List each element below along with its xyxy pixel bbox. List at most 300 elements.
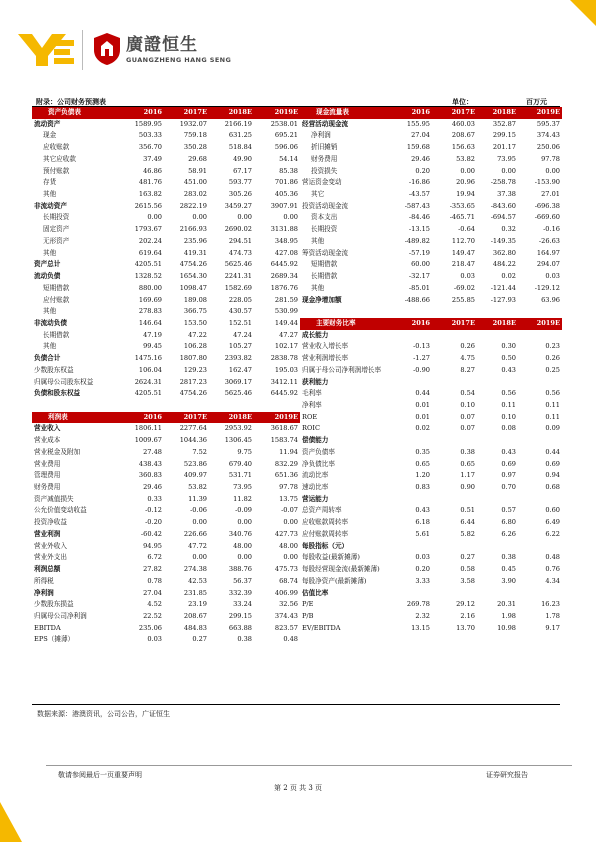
table-row [32, 353, 560, 365]
value-cell: 5625.46 [224, 389, 252, 398]
table-row [32, 564, 560, 576]
value-cell: 0.26 [545, 354, 560, 363]
value-cell: 149.47 [451, 248, 475, 257]
value-cell: 195.03 [274, 365, 298, 374]
table-row [32, 470, 560, 482]
corner-decoration [570, 0, 596, 26]
row-label: 净利率 [302, 401, 322, 409]
row-label: 总资产周转率 [302, 506, 342, 515]
value-cell: 2277.64 [179, 424, 207, 433]
value-cell: 430.57 [228, 307, 252, 316]
value-cell: 255.85 [451, 295, 475, 304]
row-label: 其他 [43, 190, 57, 199]
value-cell: 56.37 [233, 576, 252, 585]
table-row [32, 482, 560, 494]
value-cell: 149.44 [274, 318, 298, 327]
value-cell: 29.12 [456, 600, 475, 609]
value-cell: 0.02 [501, 272, 516, 281]
value-cell: 27.04 [411, 131, 430, 140]
value-cell: 156.63 [451, 143, 475, 152]
table-row [32, 541, 560, 553]
value-cell: 5625.46 [224, 260, 252, 269]
value-cell: 3459.27 [224, 201, 252, 210]
value-cell: -60.42 [140, 529, 162, 538]
value-cell: 102.17 [274, 342, 298, 351]
brand-logo [18, 26, 278, 74]
row-label: 归属于母公司净利润增长率 [302, 365, 382, 374]
value-cell: 0.43 [501, 447, 516, 456]
table-row [32, 552, 560, 564]
value-cell: 6.44 [460, 518, 475, 527]
table-row [32, 318, 560, 330]
value-cell: 0.56 [545, 389, 560, 398]
value-cell: 595.37 [536, 119, 560, 128]
table-row [32, 130, 560, 142]
value-cell: 0.01 [415, 401, 430, 409]
value-cell: 3412.11 [270, 377, 298, 386]
value-cell: 360.83 [138, 471, 162, 480]
row-label: 其他 [43, 342, 57, 351]
appendix-title: 附录：公司财务预测表 [36, 97, 106, 106]
value-cell: 29.68 [188, 154, 207, 163]
table-row [32, 459, 560, 471]
value-cell: 20.31 [497, 600, 516, 609]
value-cell: 1806.11 [134, 424, 162, 433]
value-cell: 6.49 [545, 518, 560, 527]
value-cell: 3131.88 [270, 225, 298, 234]
column-header: 2019E [274, 412, 298, 421]
value-cell: 1932.07 [179, 119, 207, 128]
value-cell: 4205.51 [134, 260, 162, 269]
value-cell: 451.00 [183, 178, 207, 187]
row-label: ROE [302, 412, 318, 421]
value-cell: 294.07 [536, 260, 560, 269]
value-cell: 2538.01 [270, 119, 298, 128]
row-label: 长期投资 [43, 213, 70, 222]
value-cell: 6.22 [545, 529, 560, 538]
row-label: 投资净收益 [34, 518, 67, 527]
value-cell: 2689.34 [270, 272, 298, 281]
value-cell: -26.63 [538, 236, 560, 245]
value-cell: 46.86 [143, 166, 162, 175]
value-cell: 427.73 [274, 529, 298, 538]
value-cell: 4754.26 [179, 260, 207, 269]
row-label: 偿债能力 [302, 436, 329, 445]
value-cell: -694.57 [490, 213, 516, 222]
value-cell: 0.78 [147, 576, 162, 585]
value-cell: -0.90 [413, 365, 430, 374]
value-cell: 0.27 [460, 553, 475, 562]
value-cell: 0.83 [415, 483, 430, 492]
value-cell: 0.20 [415, 565, 430, 574]
value-cell: 283.02 [183, 190, 207, 199]
value-cell: -85.01 [408, 283, 430, 292]
value-cell: 474.73 [228, 248, 252, 257]
value-cell: 1583.74 [270, 436, 298, 445]
table-row [32, 259, 560, 271]
value-cell: 0.44 [545, 447, 560, 456]
value-cell: 1793.67 [134, 225, 162, 234]
value-cell: 37.38 [497, 190, 516, 199]
value-cell: 0.43 [501, 365, 516, 374]
value-cell: 0.43 [415, 506, 430, 515]
value-cell: 0.23 [545, 342, 560, 351]
value-cell: 3.33 [415, 576, 430, 585]
value-cell: 405.36 [274, 190, 298, 199]
value-cell: 3.90 [501, 576, 516, 585]
value-cell: 8.27 [460, 365, 475, 374]
row-label: 现金 [43, 131, 57, 140]
value-cell: 54.14 [279, 154, 298, 163]
value-cell: 13.75 [279, 494, 298, 503]
value-cell: 0.25 [545, 365, 560, 374]
value-cell: 0.38 [460, 447, 475, 456]
row-label: 每股净资产(最新摊薄) [302, 576, 367, 585]
value-cell: 0.00 [192, 553, 207, 562]
value-cell: 7.52 [192, 447, 207, 456]
row-label: 负债合计 [34, 354, 61, 363]
value-cell: -0.12 [145, 506, 162, 515]
value-cell: 0.38 [237, 635, 252, 644]
value-cell: 6.72 [147, 553, 162, 562]
value-cell: 0.00 [545, 166, 560, 175]
row-label: 营运资金变动 [302, 178, 342, 187]
row-label: 少数股东权益 [34, 365, 74, 374]
value-cell: 305.26 [228, 190, 252, 199]
value-cell: 1098.47 [179, 283, 207, 292]
row-label: 财务费用 [311, 154, 338, 163]
value-cell: 6445.92 [270, 260, 298, 269]
row-label: 所得税 [34, 576, 54, 585]
value-cell: 94.95 [143, 541, 162, 550]
value-cell: -488.66 [404, 295, 430, 304]
value-cell: 0.54 [460, 389, 475, 398]
value-cell: 2.16 [460, 611, 475, 620]
value-cell: 0.30 [501, 342, 516, 351]
value-cell: 53.82 [456, 154, 475, 163]
value-cell: 0.94 [545, 471, 560, 480]
row-label: 长期借款 [311, 272, 338, 281]
value-cell: 37.49 [143, 154, 162, 163]
value-cell: 159.68 [406, 143, 430, 152]
row-label: 净利润 [34, 588, 54, 597]
value-cell: -129.12 [534, 283, 560, 292]
table-row [32, 189, 560, 201]
row-label: 少数股东损益 [34, 600, 74, 609]
row-label: 应付账款 [43, 295, 70, 304]
value-cell: 2166.93 [179, 225, 207, 234]
logo-mark-icon [18, 32, 76, 68]
value-cell: 6.80 [501, 518, 516, 527]
value-cell: 406.99 [274, 588, 298, 597]
column-header: 2019E [536, 318, 560, 327]
value-cell: -0.13 [413, 342, 430, 351]
table-row [32, 611, 560, 623]
row-label: 短期借款 [311, 260, 338, 269]
value-cell: -587.43 [404, 201, 430, 210]
value-cell: 4.34 [545, 576, 560, 585]
table-row [32, 599, 560, 611]
data-source-note: 数据来源：港澳资讯，公司公告，广证恒生 [37, 710, 170, 718]
value-cell: 47.72 [188, 541, 207, 550]
row-label: 营业收入 [34, 424, 61, 433]
value-cell: 218.47 [451, 260, 475, 269]
value-cell: 2.32 [415, 611, 430, 620]
value-cell: 2166.19 [224, 119, 252, 128]
row-label: EPS（摊薄） [34, 635, 75, 644]
value-cell: 152.51 [228, 318, 252, 327]
value-cell: 48.00 [233, 541, 252, 550]
row-label: 营业利润 [34, 529, 61, 538]
value-cell: 163.82 [138, 190, 162, 199]
value-cell: 0.03 [147, 635, 162, 644]
value-cell: 3069.17 [224, 377, 252, 386]
table-row [32, 295, 560, 307]
value-cell: 42.53 [188, 576, 207, 585]
row-label: 投资损失 [311, 166, 338, 175]
value-cell: 0.11 [545, 412, 560, 421]
value-cell: 235.06 [138, 623, 162, 632]
value-cell: 63.96 [541, 295, 560, 304]
value-cell: 0.48 [283, 635, 298, 644]
value-cell: 13.15 [411, 623, 430, 632]
value-cell: 9.17 [545, 623, 560, 632]
table-row [32, 212, 560, 224]
value-cell: 530.99 [274, 307, 298, 316]
value-cell: 4205.51 [134, 389, 162, 398]
value-cell: 0.07 [460, 424, 475, 433]
value-cell: -489.82 [404, 236, 430, 245]
value-cell: 0.56 [501, 389, 516, 398]
row-label: 净负债比率 [302, 459, 335, 468]
row-label: 营运能力 [302, 494, 329, 503]
value-cell: 531.71 [228, 471, 252, 480]
value-cell: 663.88 [228, 623, 252, 632]
value-cell: 1.98 [501, 611, 516, 620]
value-cell: 0.11 [501, 401, 516, 409]
value-cell: 1807.80 [179, 354, 207, 363]
value-cell: 0.45 [501, 565, 516, 574]
value-cell: 16.23 [541, 600, 560, 609]
value-cell: 27.01 [541, 190, 560, 199]
value-cell: -43.57 [408, 190, 430, 199]
column-header: 2016 [411, 318, 430, 327]
financial-forecast-table [32, 106, 560, 705]
row-label: 其他 [43, 248, 57, 257]
row-label: 营业成本 [34, 436, 61, 445]
value-cell: 60.00 [411, 260, 430, 269]
row-label: 长期投资 [311, 225, 338, 234]
value-cell: 250.06 [536, 143, 560, 152]
row-label: 无形资产 [43, 236, 70, 245]
value-cell: 189.08 [183, 295, 207, 304]
value-cell: 48.00 [279, 541, 298, 550]
value-cell: 523.86 [183, 459, 207, 468]
value-cell: 484.22 [492, 260, 516, 269]
table-row [32, 107, 560, 119]
value-cell: 631.25 [228, 131, 252, 140]
value-cell: -16.86 [408, 178, 430, 187]
value-cell: 701.86 [274, 178, 298, 187]
value-cell: 0.00 [192, 213, 207, 222]
logo-separator [82, 30, 83, 70]
value-cell: 1044.36 [179, 436, 207, 445]
row-label: 资产减值损失 [34, 494, 74, 503]
section-title: 现金流量表 [316, 108, 349, 116]
value-cell: 340.76 [228, 529, 252, 538]
value-cell: 1.20 [415, 471, 430, 480]
table-row [32, 388, 560, 400]
column-header: 2017E [451, 108, 475, 116]
section-title: 主要财务比率 [316, 318, 356, 327]
value-cell: 294.51 [228, 236, 252, 245]
value-cell: 47.24 [233, 330, 252, 339]
value-cell: 23.19 [188, 600, 207, 609]
row-label: 资产负债率 [302, 447, 335, 456]
value-cell: 29.46 [143, 483, 162, 492]
column-header: 2018E [228, 412, 252, 421]
row-label: 折旧摊销 [311, 143, 338, 152]
row-label: 营业外收入 [34, 541, 67, 550]
value-cell: 0.02 [415, 424, 430, 433]
value-cell: 0.00 [237, 213, 252, 222]
value-cell: -353.65 [449, 201, 475, 210]
column-header: 2017E [183, 108, 207, 116]
value-cell: 162.47 [228, 365, 252, 374]
value-cell: -696.38 [534, 201, 560, 210]
value-cell: -149.35 [490, 236, 516, 245]
value-cell: 0.97 [501, 471, 516, 480]
row-label: 其他 [311, 283, 325, 292]
row-label: 营业利润增长率 [302, 354, 349, 363]
value-cell: 53.82 [188, 483, 207, 492]
column-header: 2016 [411, 108, 430, 116]
value-cell: 350.28 [183, 143, 207, 152]
value-cell: 0.07 [460, 412, 475, 421]
value-cell: 481.76 [138, 178, 162, 187]
value-cell: 0.00 [237, 553, 252, 562]
footer-report-type: 证券研究报告 [486, 771, 528, 779]
value-cell: 409.97 [183, 471, 207, 480]
value-cell: 68.74 [279, 576, 298, 585]
value-cell: 0.00 [283, 518, 298, 527]
row-label: 投资活动现金流 [302, 201, 349, 210]
value-cell: 0.38 [501, 553, 516, 562]
column-header: 2016 [143, 412, 162, 421]
row-label: 利润总额 [34, 565, 61, 574]
section-title: 资产负债表 [48, 108, 81, 116]
brand-name-en: GUANGZHENG HANG SENG [126, 56, 232, 64]
value-cell: 388.76 [228, 565, 252, 574]
value-cell: 10.98 [497, 623, 516, 632]
value-cell: 0.26 [460, 342, 475, 351]
value-cell: 27.04 [143, 588, 162, 597]
row-label: 其他 [311, 236, 325, 245]
table-row [32, 119, 560, 131]
value-cell: 1589.95 [134, 119, 162, 128]
row-label: 非流动负债 [34, 318, 67, 327]
table-row [32, 365, 560, 377]
value-cell: 146.64 [138, 318, 162, 327]
row-label: 长期借款 [43, 330, 70, 339]
value-cell: 6445.92 [270, 389, 298, 398]
row-label: 每股经营现金流(最新摊薄) [302, 565, 380, 574]
footer-divider [46, 765, 572, 766]
value-cell: -1.27 [413, 354, 430, 363]
row-label: 财务费用 [34, 483, 61, 492]
table-row [32, 166, 560, 178]
value-cell: 22.52 [143, 611, 162, 620]
value-cell: 269.78 [406, 600, 430, 609]
row-label: 毛利率 [302, 389, 322, 398]
row-label: 存货 [43, 178, 57, 187]
value-cell: -465.71 [449, 213, 475, 222]
row-label: 应付账款周转率 [302, 529, 349, 538]
value-cell: 27.48 [143, 447, 162, 456]
value-cell: 97.78 [541, 154, 560, 163]
row-label: 成长能力 [302, 330, 329, 339]
value-cell: 619.64 [138, 248, 162, 257]
value-cell: 5.61 [415, 529, 430, 538]
row-label: P/E [302, 600, 314, 609]
value-cell: -0.16 [543, 225, 560, 234]
value-cell: 348.95 [274, 236, 298, 245]
row-label: 流动负债 [34, 272, 61, 281]
value-cell: 0.44 [415, 389, 430, 398]
value-cell: -0.07 [281, 506, 298, 515]
value-cell: 2953.92 [224, 424, 252, 433]
value-cell: -0.09 [235, 506, 252, 515]
value-cell: 4754.26 [179, 389, 207, 398]
value-cell: 73.95 [497, 154, 516, 163]
footer-disclaimer: 敬请参阅最后一页重要声明 [58, 771, 142, 779]
table-row [32, 283, 560, 295]
value-cell: 362.80 [492, 248, 516, 257]
value-cell: 47.27 [279, 330, 298, 339]
value-cell: 0.10 [501, 412, 516, 421]
table-row [32, 377, 560, 389]
table-row [32, 494, 560, 506]
value-cell: 208.67 [451, 131, 475, 140]
value-cell: 9.75 [237, 447, 252, 456]
footer-corner-decoration [0, 802, 26, 842]
value-cell: 99.45 [143, 342, 162, 351]
table-row [32, 154, 560, 166]
value-cell: 1306.45 [224, 436, 252, 445]
value-cell: 1.78 [545, 611, 560, 620]
table-row [32, 529, 560, 541]
table-row [32, 447, 560, 459]
value-cell: 226.66 [183, 529, 207, 538]
table-row [32, 435, 560, 447]
value-cell: 281.59 [274, 295, 298, 304]
value-cell: 366.75 [183, 307, 207, 316]
unit-label: 单位： [452, 97, 473, 106]
value-cell: 2838.78 [270, 354, 298, 363]
row-label: ROIC [302, 424, 321, 433]
value-cell: 0.27 [192, 635, 207, 644]
value-cell: 47.22 [188, 330, 207, 339]
value-cell: 0.60 [545, 506, 560, 515]
value-cell: 208.67 [183, 611, 207, 620]
column-header: 2017E [451, 318, 475, 327]
value-cell: 2690.02 [224, 225, 252, 234]
value-cell: 0.57 [501, 506, 516, 515]
value-cell: 0.08 [501, 424, 516, 433]
row-label: 归属母公司股东权益 [34, 377, 94, 386]
value-cell: 67.17 [233, 166, 252, 175]
value-cell: 0.10 [460, 401, 475, 409]
